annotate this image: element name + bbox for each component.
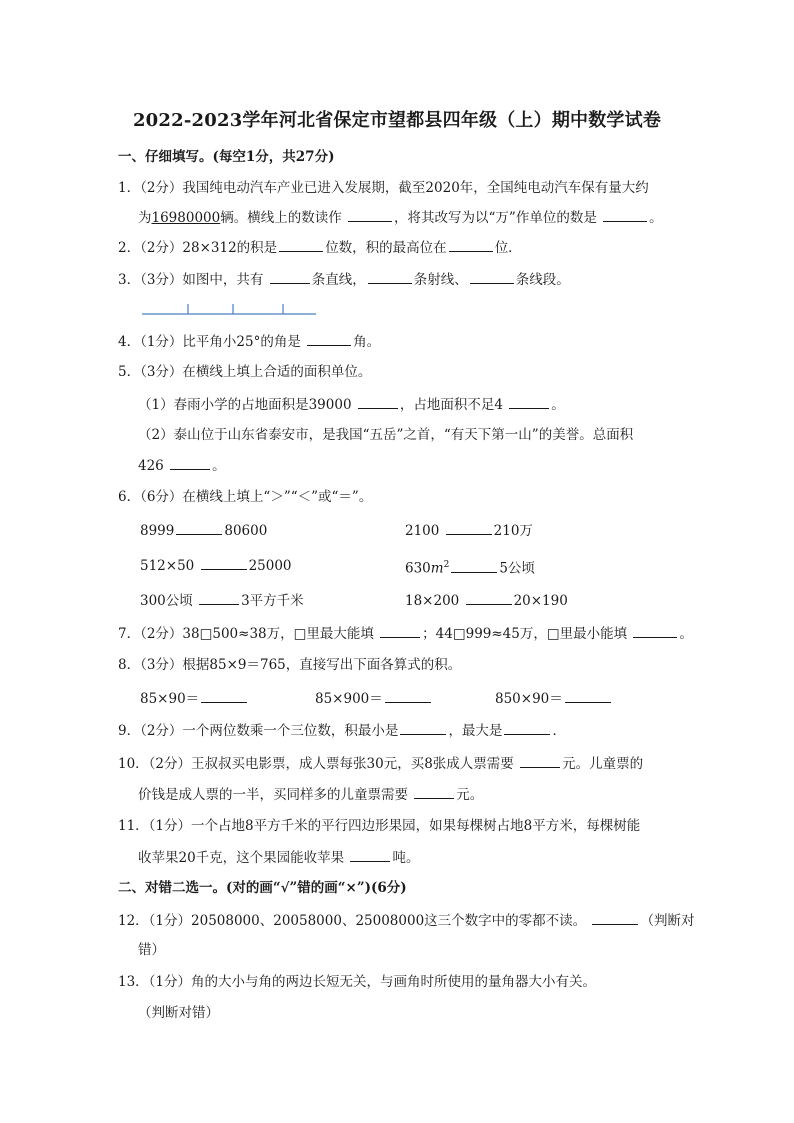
section-heading-2: 二、对错二选一。(对的画“√”错的画“×”)(6分) — [118, 880, 407, 896]
question-10-line-2: 价钱是成人票的一半，买同样多的儿童票需要 元。 — [138, 784, 483, 805]
calc-item: 850×90＝ — [495, 688, 613, 709]
answer-blank[interactable] — [201, 555, 247, 570]
answer-blank[interactable] — [170, 455, 210, 470]
answer-blank[interactable] — [279, 237, 323, 252]
answer-blank[interactable] — [380, 623, 420, 638]
page-title: 2022-2023学年河北省保定市望都县四年级（上）期中数学试卷 — [132, 110, 662, 131]
underlined-number: 16980000 — [151, 210, 221, 226]
question-4: 4．（1分）比平角小25°的角是 角。 — [118, 331, 380, 352]
answer-blank[interactable] — [368, 269, 412, 284]
answer-blank[interactable] — [603, 207, 647, 222]
answer-blank[interactable] — [565, 688, 611, 703]
answer-blank[interactable] — [307, 331, 351, 346]
question-1-line-1: 1．（2分）我国纯电动汽车产业已进入发展期，截至2020年，全国纯电动汽车保有量大约 — [118, 180, 649, 196]
question-3: 3．（3分）如图中，共有 条直线， 条射线、 条线段。 — [118, 269, 570, 290]
question-11-line-2: 收苹果20千克，这个果园能收苹果 吨。 — [138, 847, 419, 868]
question-5-sub-2-cont: 426 。 — [138, 455, 226, 476]
compare-item: $630m^2$ 5公顷 — [405, 555, 535, 579]
question-5-sub-1: （1）春雨小学的占地面积是39000 ，占地面积不足4 。 — [138, 394, 565, 415]
answer-blank[interactable] — [504, 720, 550, 735]
answer-blank[interactable] — [201, 688, 247, 703]
answer-blank[interactable] — [348, 207, 392, 222]
question-9: 9．（2分）一个两位数乘一个三位数，积最小是 ，最大是 ． — [118, 720, 566, 741]
answer-blank[interactable] — [451, 558, 497, 573]
answer-blank[interactable] — [520, 753, 560, 768]
answer-blank[interactable] — [509, 394, 549, 409]
compare-item: 18×200 20×190 — [405, 590, 568, 611]
question-7: 7．（2分）38□500≈38万，□里最大能填 ；44□999≈45万，□里最小能填 。 — [118, 623, 693, 644]
answer-blank[interactable] — [446, 520, 492, 535]
answer-blank[interactable] — [199, 590, 239, 605]
question-5-head: 5．（3分）在横线上填上合适的面积单位。 — [118, 364, 372, 380]
answer-blank[interactable] — [358, 394, 398, 409]
answer-blank[interactable] — [350, 847, 390, 862]
question-1-line-2: 为16980000辆。横线上的数读作 ，将其改写为以“万”作单位的数是 。 — [138, 207, 663, 228]
question-6-head: 6．（6分）在横线上填上“＞”“＜”或“＝”。 — [118, 489, 373, 505]
section-heading-1: 一、仔细填写。(每空1分，共27分) — [118, 149, 335, 165]
answer-blank[interactable] — [414, 784, 454, 799]
answer-blank[interactable] — [400, 720, 446, 735]
compare-item: 300公顷 3平方千米 — [140, 590, 304, 611]
calc-item: 85×900＝ — [315, 688, 433, 709]
compare-item: 512×50 25000 — [140, 555, 292, 576]
answer-blank[interactable] — [592, 910, 638, 925]
question-5-sub-2: （2）泰山位于山东省泰安市，是我国“五岳”之首，“有天下第一山”的美誉。总面积 — [138, 427, 634, 443]
compare-item: 2100 210万 — [405, 520, 533, 541]
compare-item: 8999 80600 — [140, 520, 267, 541]
question-10-line-1: 10．（2分）王叔叔买电影票，成人票每张30元，买8张成人票需要 元。儿童票的 — [118, 753, 643, 774]
question-13-line-2: （判断对错） — [138, 1005, 219, 1021]
question-11-line-1: 11．（1分）一个占地8平方千米的平行四边形果园，如果每棵树占地8平方米，每棵树能 — [118, 818, 641, 834]
question-2: 2．（2分）28×312的积是 位数，积的最高位在 位． — [118, 237, 522, 258]
calc-item: 85×90＝ — [140, 688, 249, 709]
line-figure — [140, 298, 320, 320]
answer-blank[interactable] — [449, 237, 493, 252]
question-12-line-1: 12．（1分）20508000、20058000、25008000这三个数字中的零都不读。 （判断对 — [118, 910, 694, 931]
answer-blank[interactable] — [633, 623, 677, 638]
question-13-line-1: 13．（1分）角的大小与角的两边长短无关，与画角时所使用的量角器大小有关。 — [118, 974, 597, 990]
answer-blank[interactable] — [470, 269, 514, 284]
answer-blank[interactable] — [385, 688, 431, 703]
question-8-head: 8．（3分）根据85×9＝765，直接写出下面各算式的积。 — [118, 657, 462, 673]
answer-blank[interactable] — [466, 590, 512, 605]
question-12-line-2: 错） — [138, 942, 165, 958]
answer-blank[interactable] — [176, 520, 222, 535]
answer-blank[interactable] — [270, 269, 310, 284]
